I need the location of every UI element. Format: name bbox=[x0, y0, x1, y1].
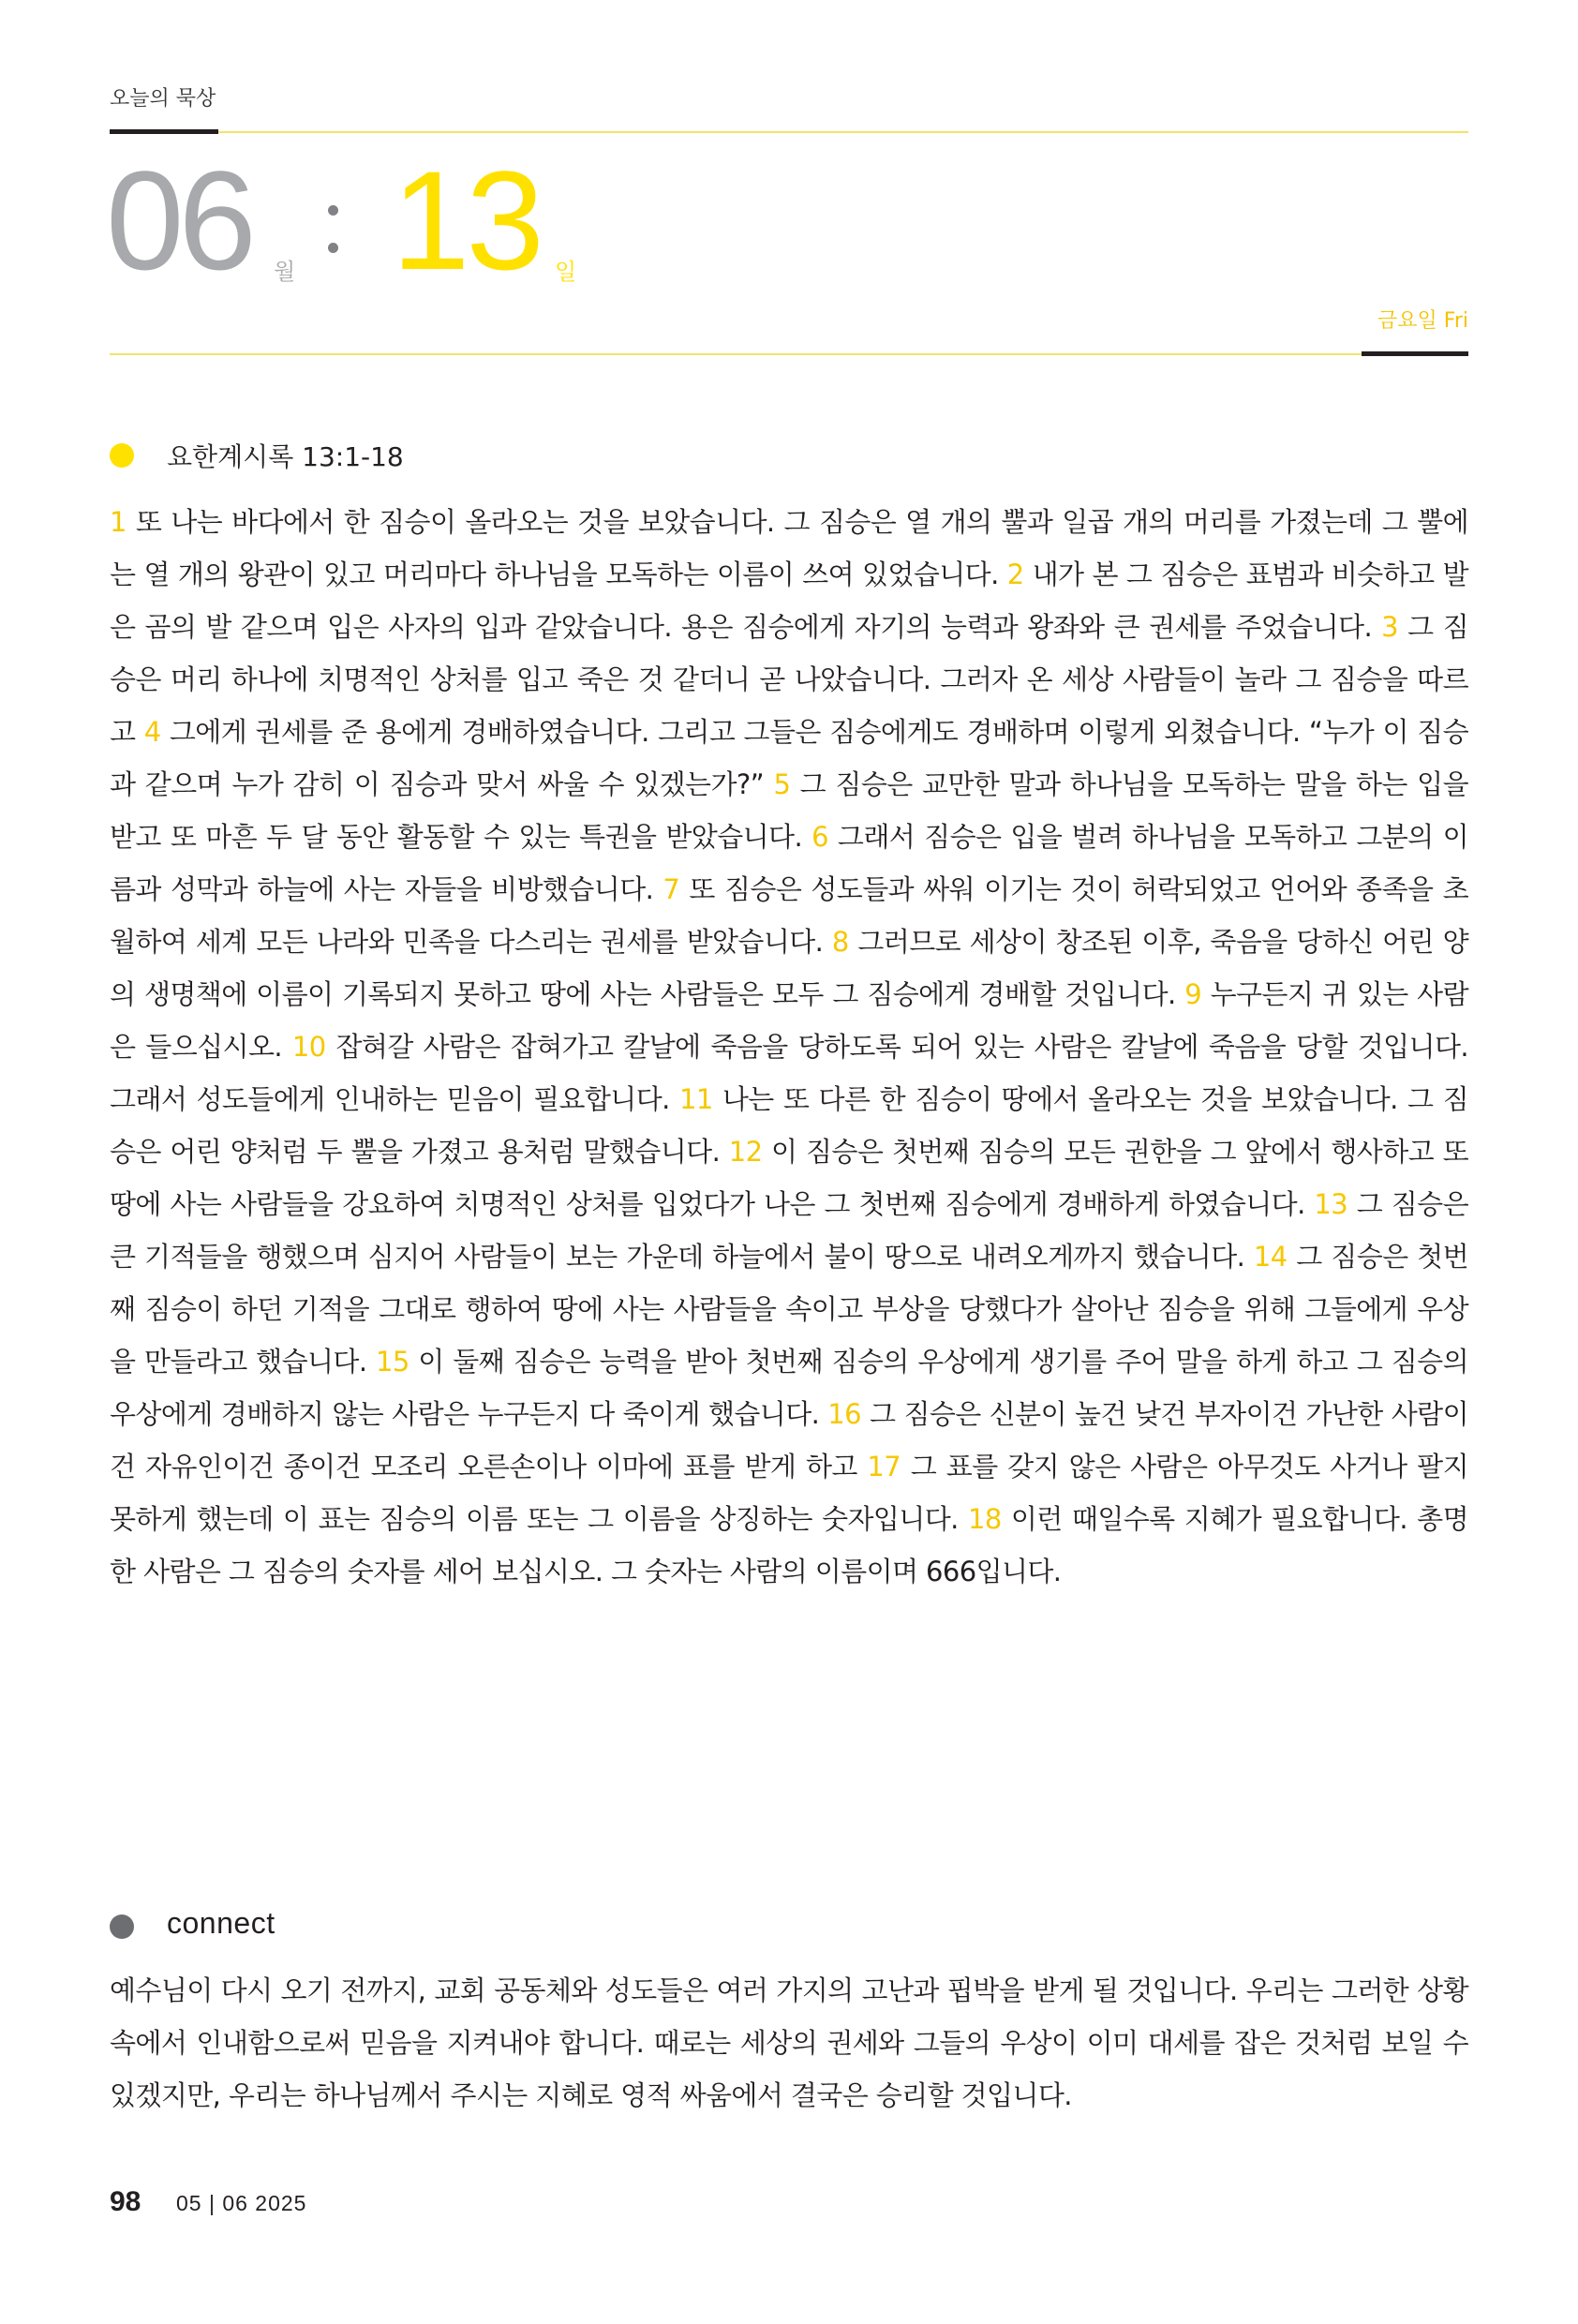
verse-text: 그 표를 갖지 않은 사람은 아무것도 사거나 팔지 못하게 했는데 이 표는 짐승의 이름 또는 그 이름을 상징하는 숫자입니다. bbox=[110, 1451, 1468, 1535]
verse-text: 내가 본 그 짐승은 표범과 비슷하고 발은 곰의 발 같으며 입은 사자의 입과 같았습니다. 용은 짐승에게 자기의 능력과 왕좌와 큰 권세를 주었습니다. bbox=[110, 559, 1468, 643]
verse-text: 그래서 짐승은 입을 벌려 하나님을 모독하고 그분의 이름과 성막과 하늘에 사는 자들을 비방했습니다. bbox=[110, 821, 1468, 905]
verse-text: 잡혀갈 사람은 잡혀가고 칼날에 죽음을 당하도록 되어 있는 사람은 칼날에 죽음을 당할 것입니다. 그래서 성도들에게 인내하는 믿음이 필요합니다. bbox=[110, 1031, 1469, 1115]
verse-text: 나는 또 다른 한 짐승이 땅에서 올라오는 것을 보았습니다. 그 짐승은 어린 양처럼 두 뿔을 가졌고 용처럼 말했습니다. bbox=[110, 1083, 1468, 1168]
connect-title: connect bbox=[167, 1906, 275, 1940]
page-number: 98 bbox=[110, 2186, 141, 2217]
scripture-bullet-icon bbox=[110, 443, 134, 468]
connect-text: 예수님이 다시 오기 전까지, 교회 공동체와 성도들은 여러 가지의 고난과 핍박을 받게 될 것입니다. 우리는 그러한 상황 속에서 인내함으로써 믿음을 지켜내야 합니다. 때로는 세상의 권세와 그들의 우상이 이미 대세를 잡은 것처럼 보일 수 있겠지만, 우리는 하나님께서 주시는 지혜로 영적 싸움에서 결국은 승리할 것입니다. bbox=[110, 1974, 1468, 2111]
verse-text: 이런 때일수록 지혜가 필요합니다. 총명한 사람은 그 짐승의 숫자를 세어 보십시오. 그 숫자는 사람의 이름이며 666입니다. bbox=[110, 1503, 1468, 1587]
weekday-label: 금요일 Fri bbox=[1377, 309, 1468, 333]
verse-text: 그러므로 세상이 창조된 이후, 죽음을 당하신 어린 양의 생명책에 이름이 기록되지 못하고 땅에 사는 사람들은 모두 그 짐승에게 경배할 것입니다. bbox=[110, 926, 1469, 1010]
date-divider bbox=[110, 353, 1468, 355]
verse-number: 12 bbox=[728, 1136, 763, 1168]
verse-number: 11 bbox=[678, 1083, 713, 1115]
verse-number: 7 bbox=[662, 873, 680, 905]
month-unit: 월 bbox=[274, 259, 296, 285]
verse-number: 2 bbox=[1006, 559, 1024, 590]
date-divider-accent bbox=[1362, 351, 1468, 356]
verse-number: 15 bbox=[376, 1346, 409, 1378]
verse-text: 누구든지 귀 있는 사람은 들으십시오. bbox=[110, 978, 1469, 1063]
verse-text: 이 둘째 짐승은 능력을 받아 첫번째 짐승의 우상에게 생기를 주어 말을 하게 하고 그 짐승의 우상에게 경배하지 않는 사람은 누구든지 다 죽이게 했습니다. bbox=[110, 1346, 1469, 1430]
verse-number: 5 bbox=[773, 768, 791, 800]
verse-number: 17 bbox=[867, 1451, 901, 1482]
verse-text: 또 짐승은 성도들과 싸워 이기는 것이 허락되었고 언어와 종족을 초월하여 세계 모든 나라와 민족을 다스리는 권세를 받았습니다. bbox=[110, 873, 1468, 958]
verse-number: 13 bbox=[1314, 1188, 1348, 1220]
date-separator bbox=[328, 192, 339, 267]
verse-number: 1 bbox=[110, 506, 127, 538]
verse-text: 그 짐승은 큰 기적들을 행했으며 심지어 사람들이 보는 가운데 하늘에서 불이 땅으로 내려오게까지 했습니다. bbox=[110, 1188, 1468, 1273]
verse-number: 3 bbox=[1381, 611, 1399, 643]
day-unit: 일 bbox=[555, 259, 577, 285]
verse-number: 8 bbox=[831, 926, 849, 958]
issue-label: 05 | 06 2025 bbox=[176, 2191, 307, 2215]
verse-number: 10 bbox=[291, 1031, 326, 1063]
verse-text: 그 짐승은 신분이 높건 낮건 부자이건 가난한 사람이건 자유인이건 종이건 모조리 오른손이나 이마에 표를 받게 하고 bbox=[110, 1398, 1468, 1482]
verse-number: 18 bbox=[967, 1503, 1002, 1535]
scripture-passage bbox=[110, 496, 1468, 1598]
scripture-reference: 요한계시록 13:1-18 bbox=[167, 441, 404, 472]
header-divider bbox=[110, 131, 1468, 133]
verse-text: 이 짐승은 첫번째 짐승의 모든 권한을 그 앞에서 행사하고 또 땅에 사는 사람들을 강요하여 치명적인 상처를 입었다가 나은 그 첫번째 짐승에게 경배하게 하였습니다. bbox=[110, 1136, 1468, 1220]
day-number: 13 bbox=[392, 142, 541, 299]
verse-text: 그 짐승은 첫번째 짐승이 하던 기적을 그대로 행하여 땅에 사는 사람들을 속이고 부상을 당했다가 살아난 짐승을 위해 그들에게 우상을 만들라고 했습니다. bbox=[110, 1241, 1468, 1378]
verse-text: 그에게 권세를 준 용에게 경배하였습니다. 그리고 그들은 짐승에게도 경배하며 이렇게 외쳤습니다. “누가 이 짐승과 같으며 누가 감히 이 짐승과 맞서 싸울 수 있겠는가?” bbox=[110, 716, 1468, 800]
verse-number: 9 bbox=[1184, 978, 1202, 1010]
connect-bullet-icon bbox=[110, 1914, 134, 1939]
verse-number: 14 bbox=[1253, 1241, 1288, 1273]
month-number: 06 bbox=[106, 142, 251, 299]
verse-number: 6 bbox=[811, 821, 828, 853]
verse-text: 그 짐승은 교만한 말과 하나님을 모독하는 말을 하는 입을 받고 또 마흔 두 달 동안 활동할 수 있는 특권을 받았습니다. bbox=[110, 768, 1468, 853]
section-label: 오늘의 묵상 bbox=[110, 87, 216, 111]
verse-text: 그 짐승은 머리 하나에 치명적인 상처를 입고 죽은 것 같더니 곧 나았습니다. 그러자 온 세상 사람들이 놀라 그 짐승을 따르고 bbox=[110, 611, 1468, 748]
verse-number: 4 bbox=[143, 716, 161, 748]
header-divider-accent bbox=[110, 129, 218, 134]
verse-text: 또 나는 바다에서 한 짐승이 올라오는 것을 보았습니다. 그 짐승은 열 개의 뿔과 일곱 개의 머리를 가졌는데 그 뿔에는 열 개의 왕관이 있고 머리마다 하나님을 모독하는 이름이 쓰여 있었습니다. bbox=[110, 506, 1468, 590]
verse-number: 16 bbox=[827, 1398, 861, 1430]
